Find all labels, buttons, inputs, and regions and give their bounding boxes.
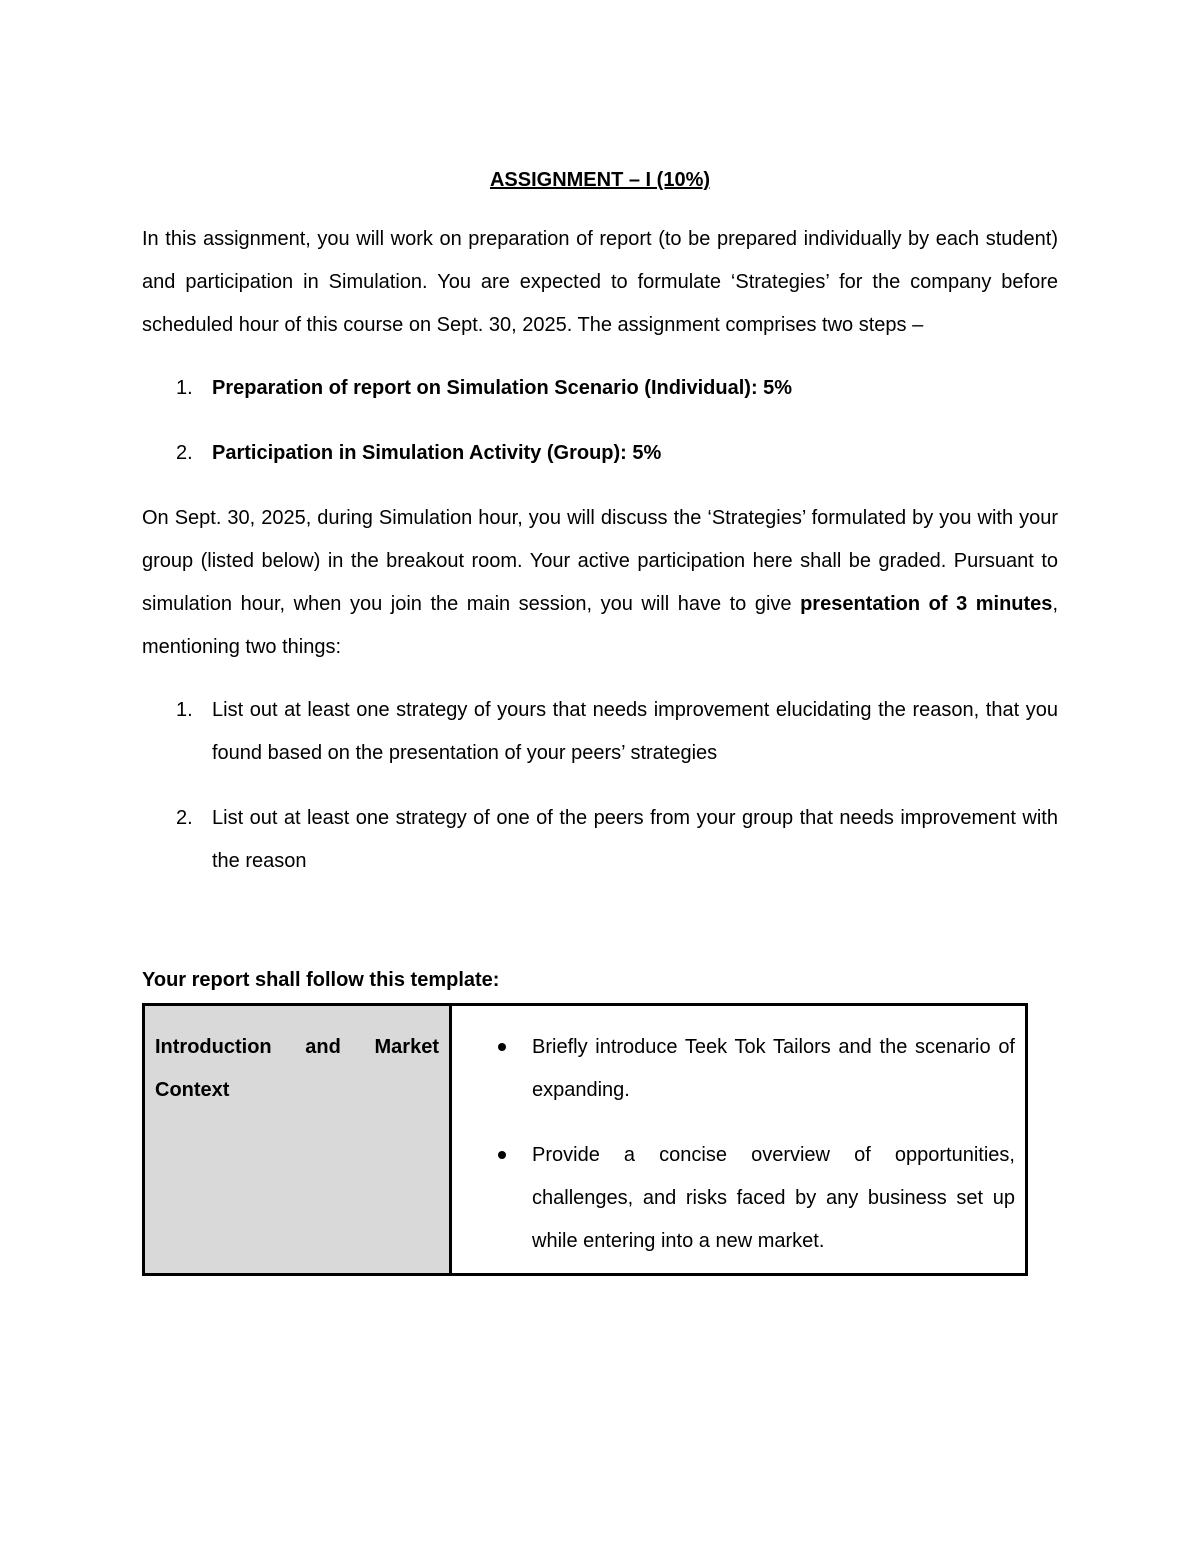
intro-paragraph: In this assignment, you will work on preparation of report (to be prepared individually by each student) and participation in Simulation. You are expected to formulate ‘Strategies’ for the company before scheduled hour of this course on Sept. 30, 2025. The assignment comprises two steps – <box>142 228 1058 336</box>
simulation-text-after: , mentioning two things: <box>142 593 1058 658</box>
task-text: List out at least one strategy of one of the peers from your group that needs improvement with the reason <box>212 807 1058 872</box>
bullet-icon <box>498 1151 506 1159</box>
simulation-paragraph <box>142 497 1058 669</box>
bullet-text: Briefly introduce Teek Tok Tailors and the scenario of expanding. <box>532 1036 1015 1101</box>
step-text: Preparation of report on Simulation Scenario (Individual): 5% <box>212 377 793 399</box>
task-number: 1. <box>176 699 193 721</box>
bullet-icon <box>498 1043 506 1051</box>
section-content-cell <box>451 1005 1027 1275</box>
task-text: List out at least one strategy of yours that needs improvement elucidating the reason, that you found based on the presentation of your peers’ strategies <box>212 699 1058 764</box>
assignment-title: ASSIGNMENT – I (10%) <box>489 169 711 191</box>
steps-list <box>142 367 1058 475</box>
section-bullets <box>462 1026 1015 1263</box>
task-item <box>142 689 1058 775</box>
presentation-duration: presentation of 3 minutes <box>800 593 1053 615</box>
bullet-text: Provide a concise overview of opportunities, challenges, and risks faced by any business set up while entering into a new market. <box>532 1144 1015 1252</box>
report-template-table <box>142 1003 1028 1276</box>
step-number: 1. <box>176 377 193 399</box>
section-title-cell: Introduction and Market Context <box>144 1005 451 1275</box>
tasks-list <box>142 689 1058 883</box>
step-text: Participation in Simulation Activity (Group): 5% <box>212 442 662 464</box>
step-number: 2. <box>176 442 193 464</box>
document-page <box>142 166 1058 1276</box>
step-item <box>142 367 1058 410</box>
task-number: 2. <box>176 807 193 829</box>
bullet-item <box>462 1026 1015 1112</box>
simulation-text-before: On Sept. 30, 2025, during Simulation hour, you will discuss the ‘Strategies’ formulated by you with your group (listed below) in the breakout room. Your active participation here shall be graded. Pursuant to simulation hour, when you join the main session, you will have to give <box>142 507 1058 615</box>
table-row <box>144 1005 1027 1275</box>
step-item <box>142 432 1058 475</box>
bullet-item <box>462 1134 1015 1263</box>
template-heading: Your report shall follow this template: <box>142 969 500 991</box>
task-item <box>142 797 1058 883</box>
